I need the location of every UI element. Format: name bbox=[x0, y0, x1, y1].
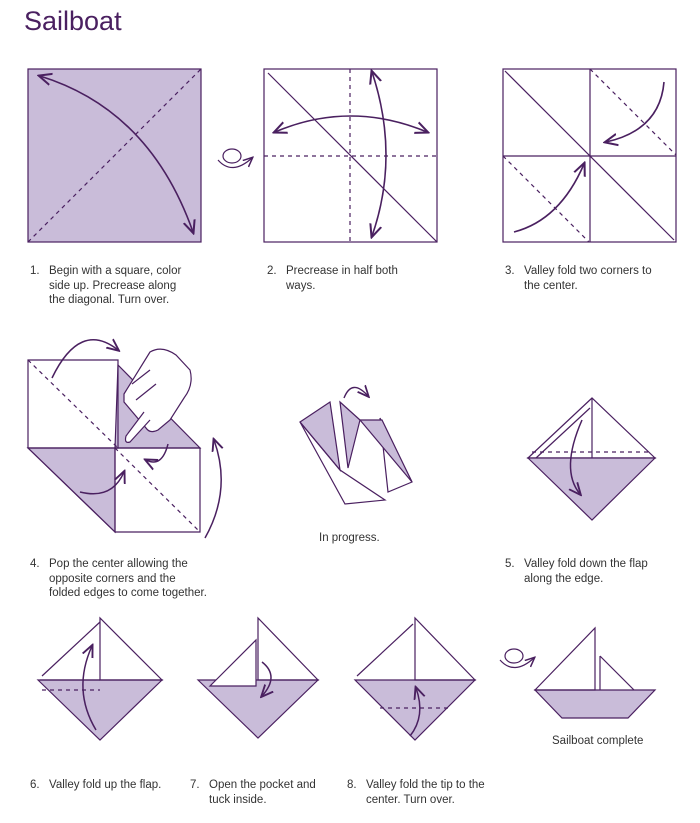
step-4-caption: 4. Pop the center allowing the opposite corners and the folded edges to come together. bbox=[30, 558, 207, 599]
step-5-diagram bbox=[528, 398, 655, 520]
step-6-diagram bbox=[38, 618, 162, 740]
complete-label: Sailboat complete bbox=[552, 735, 644, 747]
step-1-caption: 1. Begin with a square, color side up. Precrease along the diagonal. Turn over. bbox=[30, 265, 182, 306]
in-progress-diagram bbox=[300, 387, 412, 504]
step-4-diagram bbox=[28, 340, 221, 538]
step-3-caption: 3. Valley fold two corners to the center. bbox=[505, 265, 652, 292]
step-7-caption: 7. Open the pocket and tuck inside. bbox=[190, 779, 316, 806]
step-3-diagram bbox=[503, 69, 676, 242]
step-5-caption: 5. Valley fold down the flap along the edge. bbox=[505, 558, 648, 585]
turn-over-icon bbox=[218, 149, 252, 168]
in-progress-label: In progress. bbox=[319, 532, 380, 544]
fold-arrow-icon bbox=[275, 116, 427, 132]
step-2-caption: 2. Precrease in half both ways. bbox=[267, 265, 398, 292]
step-6-caption: 6. Valley fold up the flap. bbox=[30, 779, 162, 791]
step-8-caption: 8. Valley fold the tip to the center. Turn over. bbox=[347, 779, 485, 806]
step-7-diagram bbox=[198, 618, 318, 738]
fold-arrow-icon bbox=[606, 82, 664, 142]
step-8-diagram bbox=[355, 618, 475, 740]
step-1-diagram bbox=[28, 69, 201, 242]
page-title: Sailboat bbox=[24, 6, 122, 36]
step-2-diagram bbox=[264, 69, 437, 242]
turn-over-icon bbox=[500, 649, 534, 668]
complete-sailboat-diagram bbox=[535, 628, 655, 718]
